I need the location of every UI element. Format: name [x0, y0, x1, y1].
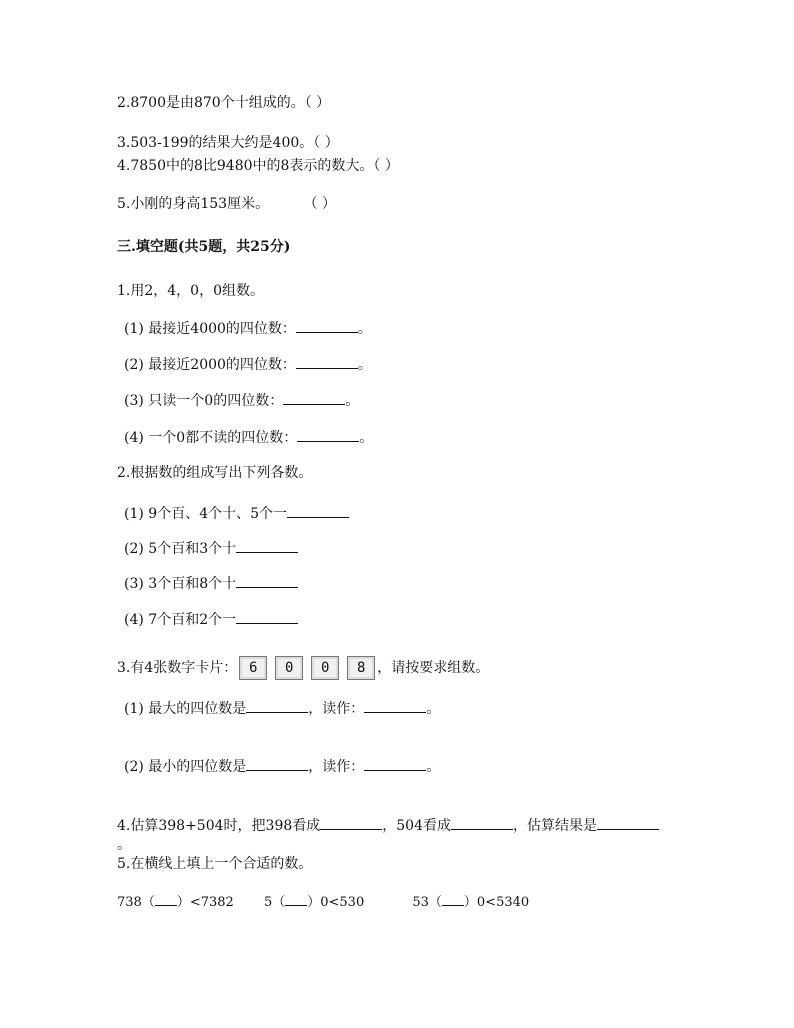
period: 。: [359, 430, 374, 446]
expr-2-post: ）0<530: [307, 895, 365, 910]
answer-blank[interactable]: [297, 427, 359, 442]
fill-q4-stem: [117, 815, 659, 835]
expr-3-post: ）0<5340: [463, 895, 530, 910]
judge-question-4: 4.7850中的8比9480中的8表示的数大。（ ）: [117, 158, 399, 174]
answer-blank[interactable]: [364, 698, 426, 713]
answer-blank[interactable]: [320, 815, 382, 830]
answer-blank[interactable]: [296, 318, 358, 333]
fill-q4-text-1: 4.估算398+504时，把398看成: [117, 818, 321, 834]
expr-2: [264, 895, 364, 910]
expr-1-post: ）<7382: [176, 895, 234, 910]
judge-question-5-text: 5.小刚的身高153厘米。: [117, 196, 270, 212]
judge-question-3: 3.503-199的结果大约是400。（ ）: [117, 135, 339, 151]
fill-q2-stem: 2.根据数的组成写出下列各数。: [117, 465, 313, 481]
fill-q3-stem-pre: 3.有4张数字卡片：: [117, 660, 238, 676]
answer-blank[interactable]: [296, 354, 358, 369]
fill-q1-item-1: [124, 318, 372, 338]
expr-2-pre: 5（: [263, 895, 286, 910]
fill-q4-text-3: ，估算结果是: [513, 818, 597, 834]
digit-card: 0: [275, 656, 303, 680]
answer-blank[interactable]: [451, 815, 513, 830]
fill-q3-stem: [117, 655, 489, 681]
fill-q2-item-3: [124, 573, 298, 593]
period: 。: [426, 759, 441, 775]
fill-q3-stem-post: ，请按要求组数。: [377, 660, 490, 676]
fill-q1-item-4-label: (4) 一个0都不读的四位数：: [124, 430, 298, 446]
answer-blank[interactable]: [364, 756, 426, 771]
expr-3-pre: 53（: [412, 895, 442, 910]
period: 。: [426, 701, 441, 717]
expr-1: [117, 895, 234, 910]
answer-blank[interactable]: [236, 538, 298, 553]
read-as-label: ，读作：: [308, 759, 365, 775]
fill-q2-item-4-label: (4) 7个百和2个一: [124, 612, 237, 628]
digit-card: 6: [239, 656, 267, 680]
digit-card: 0: [311, 656, 339, 680]
fill-q1-item-3: [124, 390, 359, 410]
fill-q2-item-3-label: (3) 3个百和8个十: [124, 576, 237, 592]
fill-q5-expressions: [117, 891, 529, 912]
fill-q2-item-2: [124, 538, 298, 558]
period: 。: [357, 321, 372, 337]
judge-question-5: [117, 195, 336, 213]
answer-blank[interactable]: [236, 609, 298, 624]
digit-card: 8: [347, 656, 375, 680]
fill-q1-stem: 1.用2，4，0，0组数。: [117, 283, 264, 299]
fill-q3-item-1: [124, 698, 440, 718]
fill-q3-item-2-label: (2) 最小的四位数是: [124, 759, 247, 775]
answer-blank[interactable]: [597, 815, 659, 830]
expr-1-pre: 738（: [117, 895, 155, 910]
section-title: 三.填空题(共5题，共25分): [117, 239, 291, 255]
fill-q2-item-1-label: (1) 9个百、4个十、5个一: [124, 506, 288, 522]
fill-q2-item-2-label: (2) 5个百和3个十: [124, 541, 237, 557]
answer-blank[interactable]: [283, 390, 345, 405]
fill-q1-item-2: [124, 354, 372, 374]
read-as-label: ，读作：: [308, 701, 365, 717]
answer-blank[interactable]: [287, 503, 349, 518]
answer-blank[interactable]: [155, 891, 177, 906]
fill-q5-stem: 5.在横线上填上一个合适的数。: [117, 856, 313, 872]
fill-q4-text-2: ，504看成: [382, 818, 451, 834]
fill-q2-item-4: [124, 609, 298, 629]
digit-cards: [239, 656, 375, 680]
fill-q3-item-1-label: (1) 最大的四位数是: [124, 701, 247, 717]
answer-blank[interactable]: [246, 756, 308, 771]
period: 。: [357, 357, 372, 373]
fill-q3-item-2: [124, 756, 440, 776]
answer-blank[interactable]: [236, 573, 298, 588]
judge-question-5-paren: （ ）: [303, 196, 336, 212]
fill-q4-tail: 。: [117, 837, 131, 853]
answer-blank[interactable]: [442, 891, 464, 906]
answer-blank[interactable]: [246, 698, 308, 713]
expr-3: [412, 895, 529, 910]
fill-q1-item-1-label: (1) 最接近4000的四位数：: [124, 321, 296, 337]
judge-question-2: 2.8700是由870个十组成的。（ ）: [117, 95, 331, 111]
fill-q1-item-4: [124, 427, 373, 447]
answer-blank[interactable]: [285, 891, 307, 906]
fill-q1-item-3-label: (3) 只读一个0的四位数：: [124, 393, 284, 409]
fill-q1-item-2-label: (2) 最接近2000的四位数：: [124, 357, 296, 373]
period: 。: [345, 393, 360, 409]
fill-q2-item-1: [124, 503, 349, 523]
